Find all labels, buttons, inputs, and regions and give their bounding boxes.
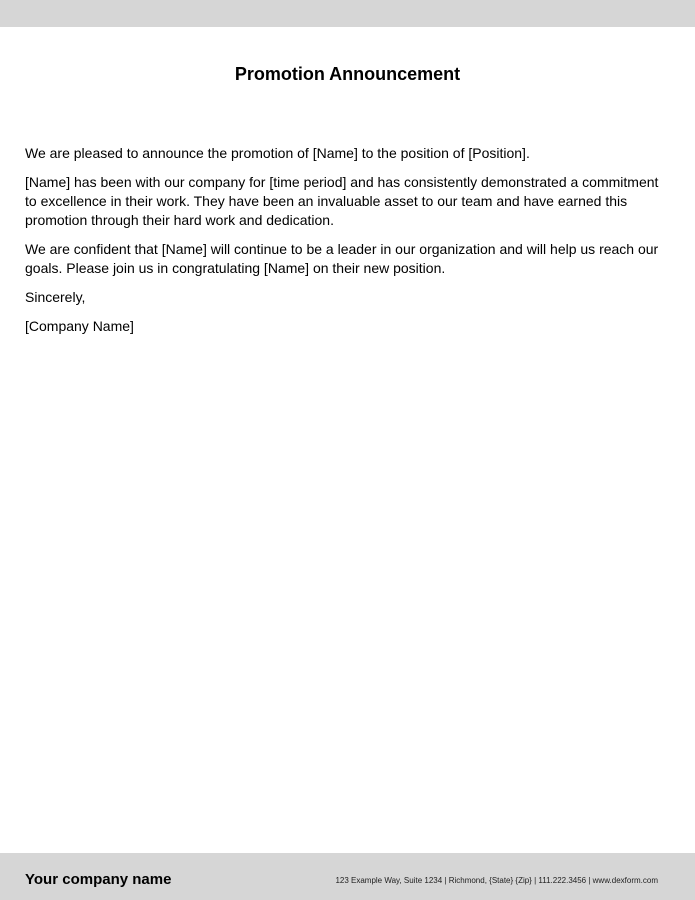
paragraph: We are confident that [Name] will continue to be a leader in our organization and will help us reach our goals. Please join us in congratulating [Name] on their new position. <box>25 241 659 276</box>
signature: [Company Name] <box>25 318 134 334</box>
top-bar <box>0 0 695 27</box>
closing: Sincerely, <box>25 289 86 305</box>
letter-body <box>25 144 670 346</box>
paragraph: We are pleased to announce the promotion of [Name] to the position of [Position]. <box>25 145 530 161</box>
document-title: Promotion Announcement <box>234 64 461 84</box>
footer-company-name: Your company name <box>25 871 172 888</box>
footer <box>0 853 695 900</box>
paragraph: [Name] has been with our company for [time period] and has consistently demonstrated a commitment to excellence in their work. They have been an invaluable asset to our team and have earned this promotion through their hard work and dedication. <box>25 174 659 228</box>
footer-address: 123 Example Way, Suite 1234 | Richmond, {State} {Zip} | 111.222.3456 | www.dexform.com <box>335 876 658 885</box>
